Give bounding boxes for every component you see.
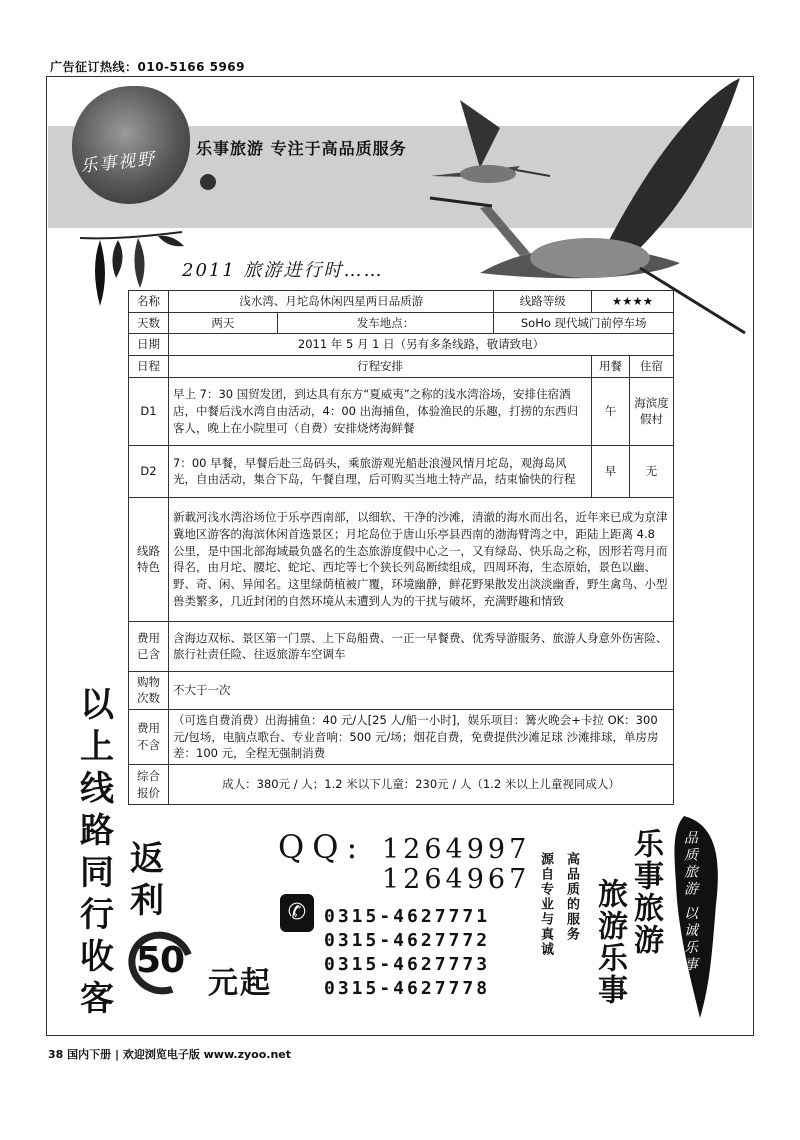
section-title: 2011 旅游进行时…… [182,260,384,281]
included-text: 含海边双标、景区第一门票、上下岛船费、一正一早餐费、优秀导游服务、旅游人身意外伤害险、旅行社责任险、往返旅游车空调车 [169,621,674,671]
shopping-text: 不大于一次 [169,671,674,709]
rebate-number: 50 [136,940,185,981]
phone-number-3[interactable]: 0315-4627773 [324,954,491,975]
day2-meal: 早 [592,445,630,497]
calligraphy-text: 品质旅游 以诚乐事 [682,830,698,974]
day2-stay: 无 [630,445,674,497]
excluded-text: （可选自费消费）出海捕鱼：40 元/人[25 人/船一小时]，娱乐项目：篝火晚会+卡拉 OK：300 元/包场，电脑点歌台、专业音响：500 元/场；烟花自费，免费提供沙滩足球 沙滩排球，单房房差：100 元，全程无强制消费 [169,710,674,765]
route-name: 浅水湾、月坨岛休闲四星两日品质游 [169,291,494,313]
qq-label: QQ: [278,828,366,866]
depart-label: 发车地点： [277,312,494,334]
promo-text-column: 以上线路同行收客 [80,685,114,1019]
tagline-quality: 高品质的服务 [564,852,579,942]
days-label: 天数 [129,312,169,334]
days-value: 两天 [169,312,278,334]
name-label: 名称 [129,291,169,313]
grade-label: 线路等级 [494,291,592,313]
rebate-unit: 元起 [208,966,272,1001]
depart-value: SoHo 现代城门前停车场 [494,312,674,334]
page-footer: 38 国内下册 | 欢迎浏览电子版 www.zyoo.net [48,1048,292,1061]
day1-label: D1 [129,377,169,445]
banner-slogan: 乐事旅游 专注于高品质服务 [196,139,407,158]
phone-number-1[interactable]: 0315-4627771 [324,906,491,927]
tagline-brand-1: 乐事旅游 [628,828,663,956]
day1-plan: 早上 7：30 国贸发团，到达具有东方“夏威夷”之称的浅水湾浴场，安排住宿酒店，中餐后浅水湾自由活动，4：00 出海捕鱼，体验渔民的乐趣，打捞的东西归客人，晚上在小院里可（自费）安排烧烤海鲜餐 [169,377,592,445]
grade-stars: ★★★★ [592,291,674,313]
stay-label: 住宿 [630,356,674,378]
ad-hotline: 广告征订热线：010-5166 5969 [50,60,246,74]
features-text: 新載河浅水湾浴场位于乐亭西南部，以细软、干净的沙滩，清澈的海水而出名，近年来已成为京津冀地区游客的海滨休闲首选景区；月坨岛位于唐山乐亭县西南的渤海臂湾之中，距陆上距离 4.8 公里，是中国北部海域最负盛名的生态旅游度假中心之一，又有绿岛、快乐岛之称，因形若弯月而得名，由月坨、腰坨、蛇坨、西坨等七个狭长列岛断续组成，四周环海，生态原始，景色以幽、野、奇、闲、异闻名。这里绿荫植被广覆，环境幽静，鲜花野果散发出淡淡幽香，野生禽鸟、小型兽类繁多，几近封闭的自然环境从未遭到人为的干扰与破坏，充满野趣和情致 [169,497,674,621]
telephone-icon: ✆ [280,894,314,932]
rebate-text: 返利 [130,839,164,921]
itinerary-table [128,290,674,805]
price-label: 综合报价 [129,765,169,805]
ink-dot-icon [200,174,216,190]
excluded-label: 费用不含 [129,710,169,765]
included-label: 费用已含 [129,621,169,671]
price-text: 成人：380元 / 人；1.2 米以下儿童：230元 / 人（1.2 米以上儿童视同成人） [169,765,674,805]
itinerary-label: 行程安排 [169,356,592,378]
tagline-brand-2: 旅游乐事 [592,878,627,1006]
logo-text: 乐事视野 [79,149,158,177]
phone-number-4[interactable]: 0315-4627778 [324,978,491,999]
day1-meal: 午 [592,377,630,445]
tagline-source: 源自专业与真诚 [538,852,553,957]
meal-label: 用餐 [592,356,630,378]
day2-plan: 7：00 早餐，早餐后赴三岛码头，乘旅游观光船赴浪漫风情月坨岛，观海岛风光，自由活动，集合下岛，午餐自理，后可购买当地土特产品，结束愉快的行程 [169,445,592,497]
features-label: 线路特色 [129,497,169,621]
date-value: 2011 年 5 月 1 日（另有多条线路，敬请致电） [169,334,674,356]
shopping-label: 购物次数 [129,671,169,709]
day2-label: D2 [129,445,169,497]
date-label: 日期 [129,334,169,356]
day1-stay: 海滨度假村 [630,377,674,445]
qq-number-1[interactable]: 1264997 [382,834,531,865]
schedule-label: 日程 [129,356,169,378]
phone-number-2[interactable]: 0315-4627772 [324,930,491,951]
qq-number-2[interactable]: 1264967 [382,864,531,895]
